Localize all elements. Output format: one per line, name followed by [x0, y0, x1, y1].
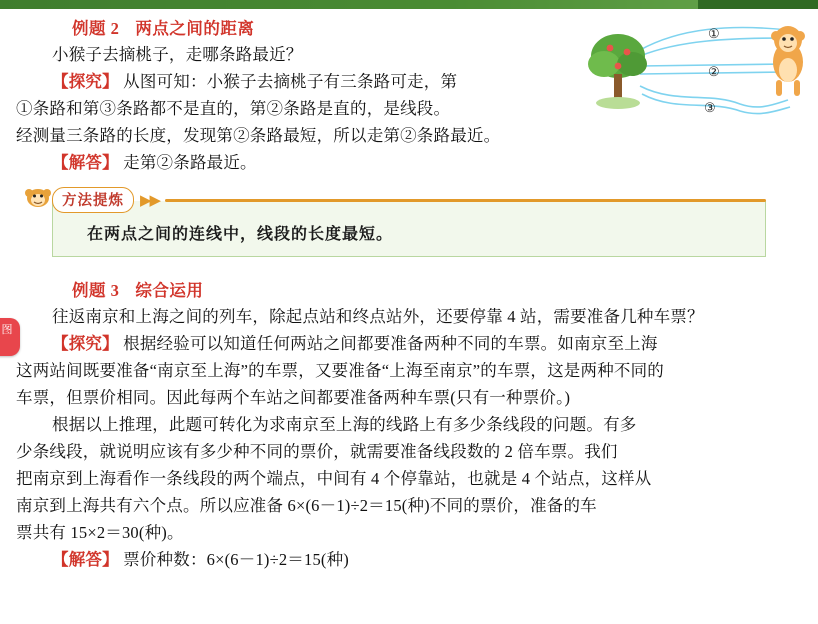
- example2-explore-cont: [0, 95, 818, 149]
- example2-explore-line3: 经测量三条路的长度，发现第②条路最短，所以走第②条路最近。: [16, 126, 501, 145]
- example2-title: [0, 9, 818, 41]
- example3-title-number: 例题 3: [72, 281, 120, 300]
- example3-question-block: [0, 303, 818, 330]
- example3-title: [0, 271, 818, 303]
- explore-label-1: 【探究】: [52, 72, 119, 91]
- example3-title-text: 综合运用: [135, 281, 204, 300]
- example3-explore-line1: [52, 330, 800, 357]
- path-label-2: ②: [708, 64, 720, 79]
- example3-answer-text: 票价种数：6×(6－1)÷2＝15(种): [123, 550, 349, 569]
- example2-title-text: 两点之间的距离: [135, 19, 255, 38]
- example2-answer-text: 走第②条路最近。: [123, 153, 257, 172]
- example3-explore-block2: [0, 411, 818, 438]
- method-body: 在两点之间的连线中，线段的长度最短。: [52, 201, 766, 257]
- example2-title-number: 例题 2: [72, 19, 120, 38]
- method-head: [52, 188, 766, 212]
- example2-explore-line1: [52, 68, 800, 95]
- example3-explore-text-1c: 车票，但票价相同。因此每两个车站之间都要准备两种车票(只有一种票价。): [16, 388, 571, 407]
- example2-answer-line: [52, 149, 800, 176]
- side-tab-label: 图: [1, 324, 13, 336]
- example3-explore-text-2b: 少条线段，就说明应该有多少种不同的票价，就需要准备线段数的 2 倍车票。我们: [16, 442, 618, 461]
- method-head-rule: [165, 199, 766, 202]
- example2-question: 小猴子去摘桃子，走哪条路最近？: [52, 45, 303, 64]
- example3-explore-text-2c: 把南京到上海看作一条线段的两个端点，中间有 4 个停靠站，也就是 4 个站点，这样从: [16, 469, 652, 488]
- example3-explore-text-1a: 根据经验可以知道任何两站之间都要准备两种不同的车票。如南京至上海: [123, 334, 658, 353]
- explore-label-2: 【探究】: [52, 334, 119, 353]
- method-extraction-box: [52, 188, 766, 257]
- method-arrows-icon: ▶▶: [140, 192, 160, 209]
- path-label-3: ③: [704, 100, 716, 115]
- path-label-1: ①: [708, 26, 720, 41]
- page-content: [0, 9, 818, 573]
- example2-answer-block: [0, 149, 818, 176]
- example3-explore-block: [0, 330, 818, 357]
- example2-question-block: [0, 41, 818, 68]
- example3-answer-line: [52, 546, 800, 573]
- example2-explore-line2: ①条路和第③条路都不是直的，第②条路是直的，是线段。: [16, 99, 451, 118]
- example2-explore-text-1: 从图可知：小猴子去摘桃子有三条路可走，第: [123, 72, 458, 91]
- example3-explore-text-1b: 这两站间既要准备“南京至上海”的车票，又要准备“上海至南京”的车票，这是两种不同的: [16, 361, 664, 380]
- answer-label-1: 【解答】: [52, 153, 119, 172]
- answer-label-2: 【解答】: [52, 550, 119, 569]
- example3-answer-block: [0, 546, 818, 573]
- example2-explore-block: [0, 68, 818, 95]
- example3-explore-text-2d: 南京到上海共有六个点。所以应准备 6×(6－1)÷2＝15(种)不同的票价，准备的车: [16, 496, 597, 515]
- example3-explore-cont1: [0, 357, 818, 411]
- example3-explore-cont2: [0, 438, 818, 546]
- example3-explore-text-2e: 票共有 15×2＝30(种)。: [16, 523, 184, 542]
- example3-explore-text-2a: 根据以上推理，此题可转化为求南京至上海的线路上有多少条线段的问题。有多: [52, 415, 637, 434]
- method-monkey-icon: [22, 184, 52, 210]
- method-badge-label: 方法提炼: [52, 187, 134, 213]
- example3-question: 往返南京和上海之间的列车，除起点站和终点站外，还要停靠 4 站，需要准备几种车票？: [52, 307, 704, 326]
